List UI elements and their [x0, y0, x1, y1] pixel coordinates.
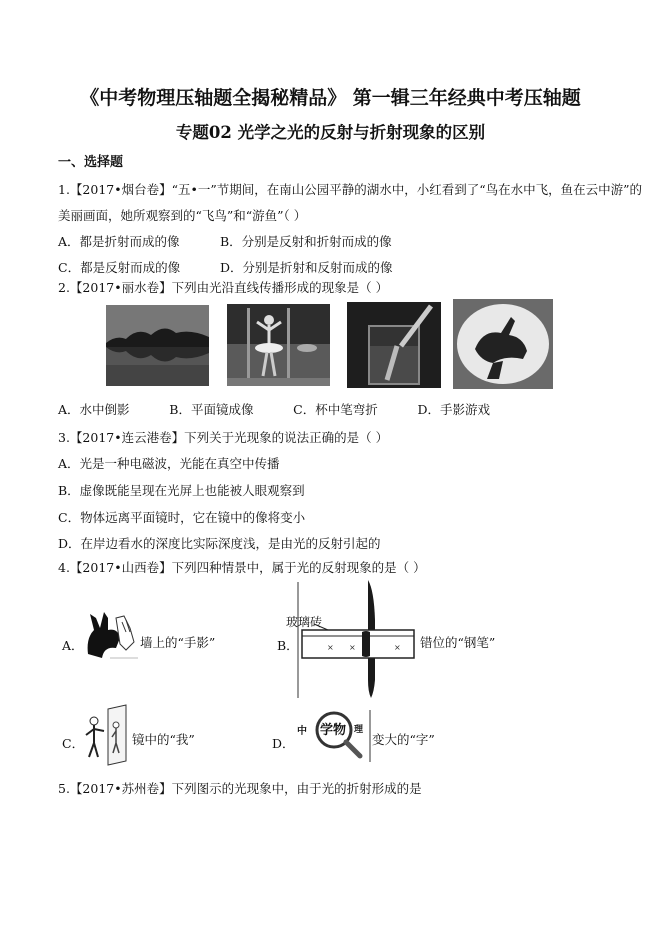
q1-option-b: B．分别是反射和折射而成的像 [220, 234, 392, 249]
q4-option-b-text: 错位的“钢笔” [420, 635, 496, 650]
q3-option-d: D．在岸边看水的深度比实际深度浅，是由光的反射引起的 [58, 536, 381, 551]
section-heading: 一、选择题 [58, 155, 124, 170]
q2-image-hand-shadow [453, 299, 553, 389]
q4-option-d-text: 变大的“字” [372, 732, 435, 747]
q4-option-d-letter: D． [272, 736, 295, 751]
q1-option-c: C．都是反射而成的像 [58, 260, 181, 275]
q2-image-reflection-photo [106, 305, 209, 386]
q4-stem: 4.【2017•山西卷】下列四种情景中，属于光的反射现象的是（ ） [58, 560, 426, 575]
q4-b-pen-glass-brick-image [286, 580, 422, 700]
q4-option-c-letter: C． [62, 736, 85, 751]
q3-option-c: C．物体远离平面镜时，它在镜中的像将变小 [58, 510, 306, 525]
document-title: 《中考物理压轴题全揭秘精品》 第一辑三年经典中考压轴题 [80, 87, 581, 109]
q4-option-c-text: 镜中的“我” [132, 732, 195, 747]
q1-stem-line2: 美丽画面，她所观察到的“飞鸟”和“游鱼”（ ） [58, 208, 307, 223]
q4-option-a-letter: A． [62, 638, 84, 653]
svg-text:×: × [349, 643, 356, 652]
glass-brick-label: 玻璃砖 [286, 615, 323, 629]
q2-options: A．水中倒影 B．平面镜成像 C．杯中笔弯折 D．手影游戏 [58, 402, 491, 417]
q3-option-a: A．光是一种电磁波，光能在真空中传播 [58, 456, 280, 471]
q2-image-mirror-dancer [227, 304, 330, 386]
svg-text:×: × [394, 643, 401, 652]
magnifier-right-char: 理 [354, 725, 364, 735]
q3-option-b: B．虚像既能呈现在光屏上也能被人眼观察到 [58, 483, 305, 498]
q4-a-hand-shadow-image [80, 608, 140, 666]
q4-d-magnifier-image [294, 708, 374, 764]
q2-stem: 2.【2017•丽水卷】下列由光沿直线传播形成的现象是（ ） [58, 280, 389, 295]
q3-stem: 3.【2017•连云港卷】下列关于光现象的说法正确的是（ ） [58, 430, 389, 445]
q1-option-a: A．都是折射而成的像 [58, 234, 180, 249]
q4-c-mirror-image [80, 705, 130, 765]
document-subtitle: 专题02 光学之光的反射与折射现象的区别 [175, 123, 486, 142]
q1-option-d: D．分别是折射和反射而成的像 [220, 260, 393, 275]
q1-stem-line1: 1.【2017•烟台卷】“五•一”节期间，在南山公园平静的湖水中，小红看到了“鸟在水中飞，鱼在云中游”的 [58, 182, 643, 197]
svg-text:×: × [327, 643, 334, 652]
q5-stem: 5.【2017•苏州卷】下列图示的光现象中，由于光的折射形成的是 [58, 781, 422, 796]
q4-option-a-text: 墙上的“手影” [140, 635, 216, 650]
q4-option-b-letter: B． [277, 638, 299, 653]
magnifier-glass-chars: 学物 [320, 723, 347, 738]
magnifier-left-char: 中 [297, 726, 307, 737]
q2-image-pencil-in-cup [347, 302, 441, 388]
